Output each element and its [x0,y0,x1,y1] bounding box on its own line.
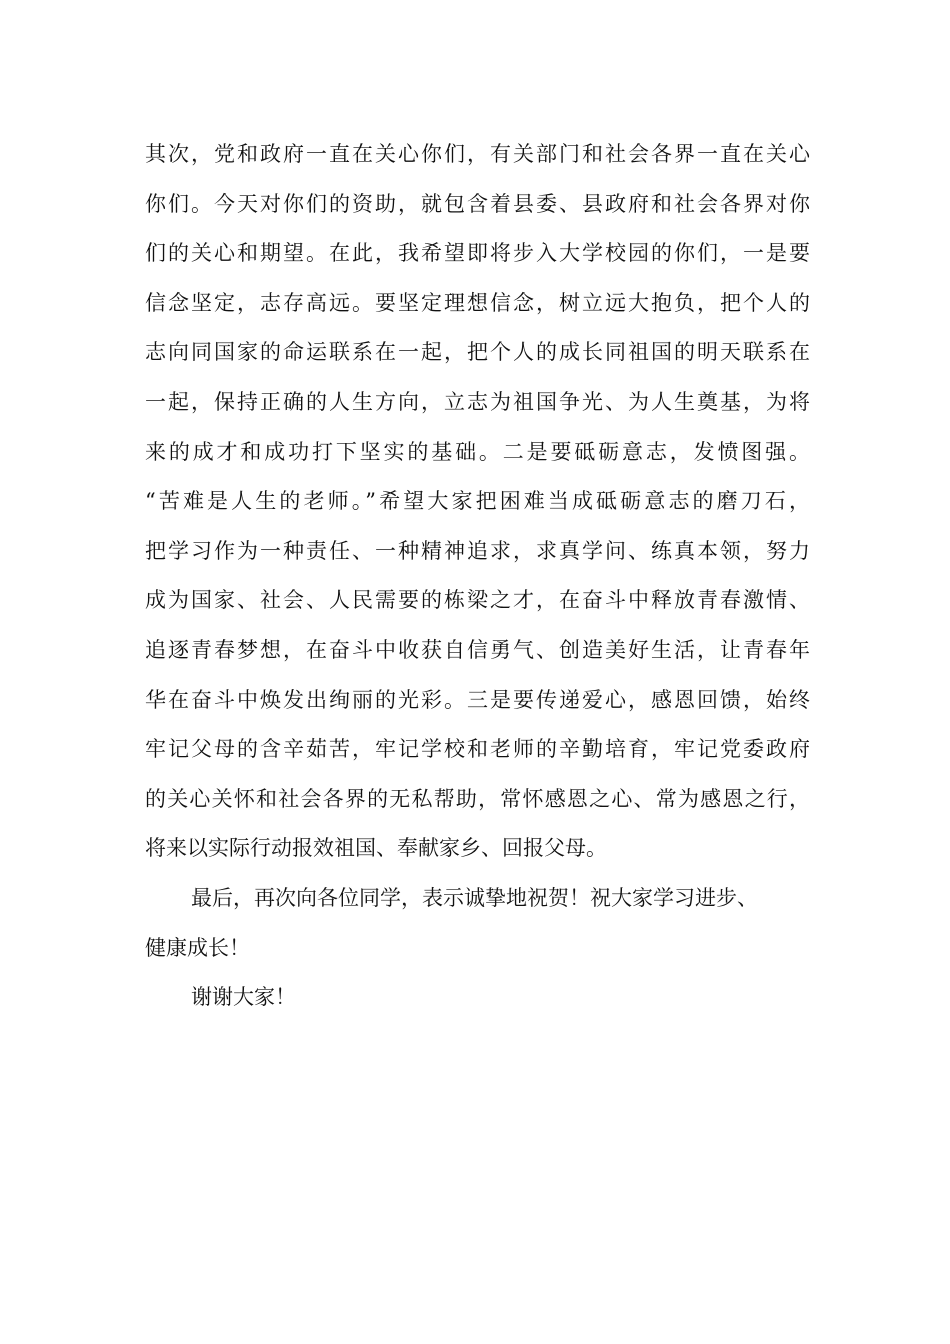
document-body [145,130,810,1023]
body-line: 成为国家、社会、人民需要的栋梁之才，在奋斗中释放青春激情、 [145,588,810,613]
closing-line: 健康成长！ [145,935,250,960]
body-line: 将来以实际行动报效祖国、奉献家乡、回报父母。 [145,836,607,861]
body-line: 牢记父母的含辛茹苦，牢记学校和老师的辛勤培育，牢记党委政府 [145,737,810,762]
closing-line: 最后，再次向各位同学，表示诚挚地祝贺！祝大家学习进步、 [191,885,758,910]
body-line: 追逐青春梦想，在奋斗中收获自信勇气、创造美好生活，让青春年 [145,637,810,662]
body-line: “苦难是人生的老师。”希望大家把困难当成砥砺意志的磨刀石， [145,489,810,514]
body-line: 把学习作为一种责任、一种精神追求，求真学问、练真本领，努力 [145,538,810,563]
body-line: 你们。今天对你们的资助，就包含着县委、县政府和社会各界对你 [145,191,810,216]
body-line: 来的成才和成功打下坚实的基础。二是要砥砺意志，发愤图强。 [145,439,810,464]
body-line: 志向同国家的命运联系在一起，把个人的成长同祖国的明天联系在 [145,340,810,365]
body-line: 的关心关怀和社会各界的无私帮助，常怀感恩之心、常为感恩之行， [145,786,810,811]
body-line: 信念坚定，志存高远。要坚定理想信念，树立远大抱负，把个人的 [145,290,810,315]
body-line: 们的关心和期望。在此，我希望即将步入大学校园的你们，一是要 [145,241,810,266]
body-line: 其次，党和政府一直在关心你们，有关部门和社会各界一直在关心 [145,142,810,166]
body-line: 华在奋斗中焕发出绚丽的光彩。三是要传递爱心，感恩回馈，始终 [145,687,810,712]
thanks-line: 谢谢大家！ [191,985,296,1010]
body-line: 一起，保持正确的人生方向，立志为祖国争光、为人生奠基，为将 [145,389,810,414]
